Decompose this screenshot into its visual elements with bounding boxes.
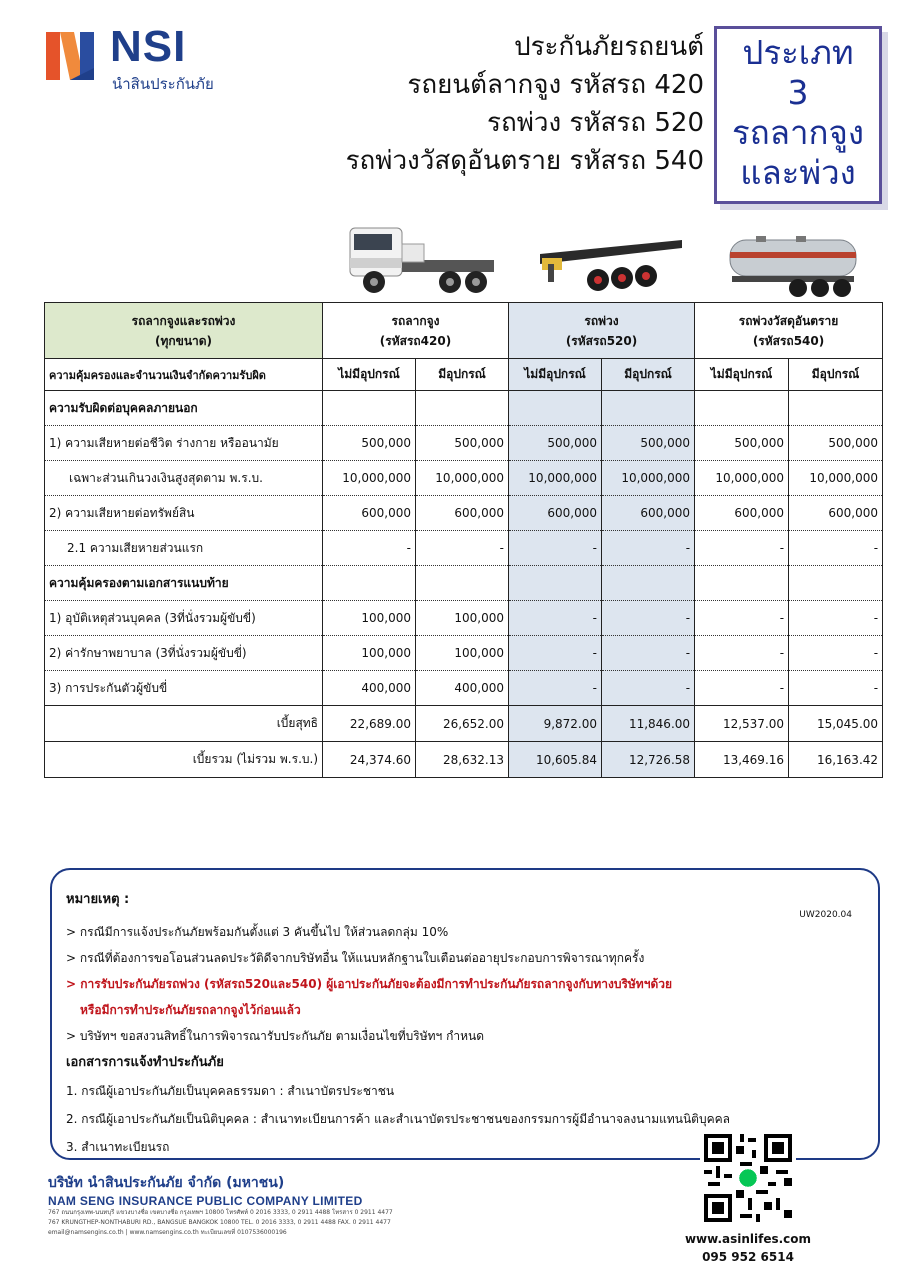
header-group-520 (509, 303, 695, 359)
cell-value: - (509, 531, 602, 566)
group-code: (รหัสรถ520) (565, 333, 638, 348)
group-code: (รหัสรถ540) (752, 333, 825, 348)
group-name: รถลากจูง (391, 313, 440, 328)
tractor-truck-image (340, 220, 500, 298)
company-footer (48, 1172, 393, 1238)
type-box-line-2: 3 (787, 73, 809, 112)
subheader-540-equip: มีอุปกรณ์ (789, 359, 883, 391)
group-name: รถพ่วงวัสดุอันตราย (738, 313, 839, 328)
page-title (346, 28, 704, 180)
net-premium-row (45, 706, 883, 742)
row-label: 1) อุบัติเหตุส่วนบุคคล (3ที่นั่งรวมผู้ขับขี่) (45, 601, 323, 636)
type-box-line-1: ประเภท (742, 33, 854, 72)
subheader-420-equip: มีอุปกรณ์ (416, 359, 509, 391)
subheader-520-no-equip: ไม่มีอุปกรณ์ (509, 359, 602, 391)
cell-value: 500,000 (509, 426, 602, 461)
table-row (45, 461, 883, 496)
insurance-type-box (714, 26, 882, 204)
cell-value: 16,163.42 (789, 742, 883, 778)
table-row (45, 601, 883, 636)
cell-value: - (789, 671, 883, 706)
header-group-540 (695, 303, 883, 359)
company-contact: email@namsengins.co.th | www.namsengins.co.th ทะเบียนเลขที่ 0107536000196 (48, 1229, 287, 1236)
cell-value: 600,000 (695, 496, 789, 531)
table-subheader-row (45, 359, 883, 391)
cell-value: - (695, 601, 789, 636)
cell-value: 10,000,000 (695, 461, 789, 496)
cell-value: 600,000 (416, 496, 509, 531)
cell-value: 12,537.00 (695, 706, 789, 742)
header-group-420 (323, 303, 509, 359)
cell-value: 28,632.13 (416, 742, 509, 778)
brand-name: NSI (110, 22, 187, 71)
phone-number: 095 952 6514 (702, 1250, 794, 1264)
group-name: รถพ่วง (584, 313, 619, 328)
cell-value: 26,652.00 (416, 706, 509, 742)
cell-value: 13,469.16 (695, 742, 789, 778)
table-row (45, 426, 883, 461)
type-box-line-3: รถลากจูง (732, 113, 864, 152)
brand-logo (44, 24, 284, 94)
title-line-1: ประกันภัยรถยนต์ (514, 32, 704, 62)
cell-value: - (416, 531, 509, 566)
table-row (45, 531, 883, 566)
cell-value: 10,000,000 (509, 461, 602, 496)
table-row (45, 636, 883, 671)
row-label: 1) ความเสียหายต่อชีวิต ร่างกาย หรืออนามัย (45, 426, 323, 461)
table-header-row (45, 303, 883, 359)
cell-value: - (789, 531, 883, 566)
company-address-th: 767 ถนนกรุงเทพ-นนทบุรี แขวงบางซื่อ เขตบางซื่อ กรุงเทพฯ 10800 โทรศัพท์ 0 2016 3333, 0 2911 4488 โทรสาร 0 2911 4477 (48, 1209, 393, 1216)
qr-code-icon[interactable] (700, 1130, 796, 1226)
cell-value: - (602, 601, 695, 636)
cell-value: - (509, 671, 602, 706)
nsi-logo-icon (44, 28, 98, 84)
brand-subtitle: นำสินประกันภัย (112, 75, 214, 93)
note-item: > บริษัทฯ ขอสงวนสิทธิ์ในการพิจารณารับประกันภัย ตามเงื่อนไขที่บริษัทฯ กำหนด (66, 1029, 485, 1043)
cell-value: 10,605.84 (509, 742, 602, 778)
section-label: ความรับผิดต่อบุคคลภายนอก (45, 391, 323, 426)
cell-value: - (789, 636, 883, 671)
title-line-2: รถยนต์ลากจูง รหัสรถ 420 (407, 70, 704, 100)
page (14, 6, 904, 1268)
cell-value: 15,045.00 (789, 706, 883, 742)
header-main-cell (45, 303, 323, 359)
notes-box (50, 868, 880, 1160)
row-label: 2) ค่ารักษาพยาบาล (3ที่นั่งรวมผู้ขับขี่) (45, 636, 323, 671)
cell-value: 12,726.58 (602, 742, 695, 778)
doc-item: 3. สำเนาทะเบียนรถ (66, 1140, 170, 1154)
total-premium-label: เบี้ยรวม (ไม่รวม พ.ร.บ.) (45, 742, 323, 778)
document-code: UW2020.04 (799, 910, 852, 920)
type-box-line-4: และพ่วง (740, 153, 856, 192)
cell-value: 500,000 (323, 426, 416, 461)
section-row-endorsement (45, 566, 883, 601)
header-main-label: รถลากจูงและรถพ่วง (131, 313, 236, 328)
cell-value: 9,872.00 (509, 706, 602, 742)
row-label: 3) การประกันตัวผู้ขับขี่ (45, 671, 323, 706)
note-item-important-cont: หรือมีการทำประกันภัยรถลากจูงไว้ก่อนแล้ว (80, 1003, 301, 1017)
cell-value: 10,000,000 (323, 461, 416, 496)
cell-value: - (602, 636, 695, 671)
cell-value: - (789, 601, 883, 636)
cell-value: 400,000 (416, 671, 509, 706)
cell-value: 500,000 (416, 426, 509, 461)
cell-value: 600,000 (323, 496, 416, 531)
coverage-label: ความคุ้มครองและจำนวนเงินจำกัดความรับผิด (45, 359, 323, 391)
note-item: > กรณีที่ต้องการขอโอนส่วนลดประวัติดีจากบริษัทอื่น ให้แนบหลักฐานใบเตือนต่ออายุประกอบการพิจารณาทุกครั้ง (66, 951, 645, 965)
row-label: 2) ความเสียหายต่อทรัพย์สิน (45, 496, 323, 531)
title-line-3: รถพ่วง รหัสรถ 520 (487, 108, 704, 138)
cell-value: 10,000,000 (602, 461, 695, 496)
cell-value: - (695, 531, 789, 566)
hazmat-tanker-image (726, 228, 860, 300)
row-label: เฉพาะส่วนเกินวงเงินสูงสุดตาม พ.ร.บ. (45, 461, 323, 496)
cell-value: 500,000 (602, 426, 695, 461)
cell-value: 22,689.00 (323, 706, 416, 742)
company-name-en: NAM SENG INSURANCE PUBLIC COMPANY LIMITED (48, 1194, 363, 1208)
subheader-420-no-equip: ไม่มีอุปกรณ์ (323, 359, 416, 391)
coverage-table (44, 302, 883, 778)
website-link[interactable]: www.asinlifes.com (684, 1232, 812, 1246)
cell-value: 10,000,000 (416, 461, 509, 496)
cell-value: 100,000 (416, 636, 509, 671)
cell-value: 400,000 (323, 671, 416, 706)
docs-heading: เอกสารการแจ้งทำประกันภัย (66, 1055, 224, 1070)
net-premium-label: เบี้ยสุทธิ (45, 706, 323, 742)
table-row (45, 496, 883, 531)
note-item-important: > การรับประกันภัยรถพ่วง (รหัสรถ520และ540) ผู้เอาประกันภัยจะต้องมีการทำประกันภัยรถลากจูงกับทางบริษัทฯด้วย (66, 977, 673, 991)
notes-heading: หมายเหตุ : (66, 892, 130, 907)
cell-value: - (323, 531, 416, 566)
cell-value: 100,000 (323, 636, 416, 671)
cell-value: - (602, 671, 695, 706)
group-code: (รหัสรถ420) (379, 333, 452, 348)
cell-value: 600,000 (602, 496, 695, 531)
cell-value: 500,000 (695, 426, 789, 461)
company-name-th: บริษัท นำสินประกันภัย จำกัด (มหาชน) (48, 1175, 285, 1191)
title-line-4: รถพ่วงวัสดุอันตราย รหัสรถ 540 (345, 146, 704, 176)
table-row (45, 671, 883, 706)
cell-value: 600,000 (789, 496, 883, 531)
cell-value: 11,846.00 (602, 706, 695, 742)
company-address-en: 767 KRUNGTHEP-NONTHABURI RD., BANGSUE BANGKOK 10800 TEL. 0 2016 3333, 0 2911 4488 FAX. 0 2911 4477 (48, 1219, 391, 1226)
cell-value: 100,000 (323, 601, 416, 636)
doc-item: 1. กรณีผู้เอาประกันภัยเป็นบุคคลธรรมดา : สำเนาบัตรประชาชน (66, 1084, 395, 1098)
trailer-image (536, 232, 684, 298)
cell-value: - (695, 636, 789, 671)
total-premium-row (45, 742, 883, 778)
cell-value: - (509, 636, 602, 671)
cell-value: 500,000 (789, 426, 883, 461)
cell-value: 10,000,000 (789, 461, 883, 496)
section-label: ความคุ้มครองตามเอกสารแนบท้าย (45, 566, 323, 601)
cell-value: - (695, 671, 789, 706)
cell-value: - (602, 531, 695, 566)
cell-value: 100,000 (416, 601, 509, 636)
cell-value: 600,000 (509, 496, 602, 531)
row-label: 2.1 ความเสียหายส่วนแรก (45, 531, 323, 566)
section-row-third-party (45, 391, 883, 426)
subheader-540-no-equip: ไม่มีอุปกรณ์ (695, 359, 789, 391)
cell-value: - (509, 601, 602, 636)
note-item: > กรณีมีการแจ้งประกันภัยพร้อมกันตั้งแต่ 3 คันขึ้นไป ให้ส่วนลดกลุ่ม 10% (66, 925, 449, 939)
header-main-sub: (ทุกขนาด) (154, 333, 213, 348)
subheader-520-equip: มีอุปกรณ์ (602, 359, 695, 391)
doc-item: 2. กรณีผู้เอาประกันภัยเป็นนิติบุคคล : สำเนาทะเบียนการค้า และสำเนาบัตรประชาชนของกรรมการผู้มีอำนาจลงนามแทนนิติบุคคล (66, 1112, 730, 1126)
cell-value: 24,374.60 (323, 742, 416, 778)
